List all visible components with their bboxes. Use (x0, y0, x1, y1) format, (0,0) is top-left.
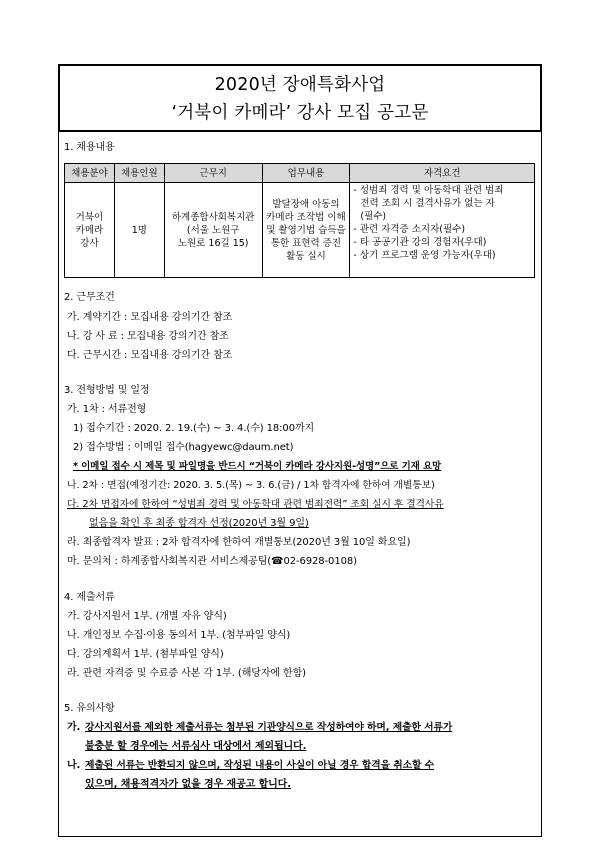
header-field: 채용분야 (65, 164, 115, 183)
qualification-line: - 상기 프로그램 운영 가능자(우대) (353, 250, 496, 261)
field-line: 강사 (80, 237, 99, 249)
section5-item2-line-2: 있으며, 채용적격자가 없을 경우 재공고 합니다. (85, 779, 291, 790)
section5-item2-line-1: 제출된 서류는 반환되지 않으며, 작성된 내용이 사실이 아닐 경우 합격을 취소할 수 (85, 760, 435, 771)
section3-email-note: * 이메일 접수 시 제목 및 파일명을 반드시 “거북이 카메라 강사지원-성명”으로 기재 요망 (73, 461, 442, 472)
header-duties: 업무내용 (262, 164, 350, 183)
location-line: 노원로 16길 15) (177, 237, 249, 249)
cell-qualifications (350, 183, 535, 278)
section4-heading: 4. 제출서류 (64, 592, 115, 603)
title-line-1: 2020년 장애특화사업 (214, 75, 386, 95)
duties-line: 카메라 조작법 이해 (266, 211, 346, 223)
location-line: 하계종합사회복지관 (171, 211, 255, 223)
qualification-line: - 성범죄 경력 및 아동학대 관련 범죄 (353, 185, 504, 196)
location-line: (서울 노원구 (186, 224, 240, 236)
section3-second-stage: 나. 2차 : 면접(예정기간: 2020. 3. 5.(목) ~ 3. 6.(금) / 1차 합격자에 한하여 개별통보) (67, 480, 435, 491)
qualification-line: - 관련 자격증 소지자(필수) (353, 224, 466, 235)
section4-item: 다. 강의계획서 1부. (첨부파일 양식) (67, 649, 224, 660)
header-qualifications: 자격요건 (350, 164, 535, 183)
section2-heading: 2. 근무조건 (64, 292, 115, 303)
table-row (65, 183, 535, 278)
title-box (58, 64, 542, 132)
section3-check-line-2: 없음을 확인 후 최종 합격자 선정(2020년 3월 9일) (89, 518, 309, 529)
section5-item1-line-2: 불충분 할 경우에는 서류심사 대상에서 제외됩니다. (85, 741, 307, 752)
section3-first-stage: 가. 1차 : 서류전형 (67, 404, 147, 415)
section4-item: 나. 개인정보 수집·이용 동의서 1부. (첨부파일 양식) (67, 630, 291, 641)
table-header-row (65, 164, 535, 183)
document-body (58, 132, 542, 837)
section2-item: 나. 강 사 료 : 모집내용 강의기간 참조 (67, 331, 229, 342)
field-line: 카메라 (75, 224, 104, 236)
duties-line: 및 촬영기법 습득을 (266, 224, 346, 236)
qualification-line: - 타 공공기관 강의 경험자(우대) (353, 237, 487, 248)
section4-item: 라. 관련 자격증 및 수료증 사본 각 1부. (해당자에 한함) (67, 668, 306, 679)
section5-item1-label: 가. (67, 722, 81, 733)
qualification-line: (필수) (360, 211, 387, 222)
section3-final: 라. 최종합격자 발표 : 2차 합격자에 한하여 개별통보(2020년 3월 10일 화요일) (67, 537, 411, 548)
cell-duties (262, 183, 350, 278)
section3-contact: 마. 문의처 : 하계종합사회복지관 서비스제공팀(☎02-6928-0108) (67, 556, 357, 567)
cell-count: 1명 (114, 183, 164, 278)
duties-line: 활동 실시 (286, 250, 326, 262)
section5-item2-label: 나. (67, 760, 81, 771)
header-location: 근무지 (164, 164, 262, 183)
header-count: 채용인원 (114, 164, 164, 183)
cell-field (65, 183, 115, 278)
section3-check-line-1: 다. 2차 면접자에 한하여 “성범죄 경력 및 아동학대 관련 범죄전력” 조회 실시 후 결격사유 (67, 499, 444, 510)
title-line-2: ‘거북이 카메라’ 강사 모집 공고문 (171, 103, 429, 123)
section2-item: 다. 근무시간 : 모집내용 강의기간 참조 (67, 350, 233, 361)
section5-item1-line-1: 강사지원서를 제외한 제출서류는 첨부된 기관양식으로 작성하여야 하며, 제출한 서류가 (85, 722, 453, 733)
cell-location (164, 183, 262, 278)
qualification-line: 전력 조회 시 결격사유가 없는 자 (360, 198, 495, 209)
section3-heading: 3. 전형방법 및 일정 (64, 385, 150, 396)
section4-item: 가. 강사지원서 1부. (개별 자유 양식) (67, 611, 227, 622)
section3-period: 1) 접수기간 : 2020. 2. 19.(수) ~ 3. 4.(수) 18:00까지 (73, 423, 315, 434)
duties-line: 통한 표현력 증진 (270, 237, 342, 249)
section5-heading: 5. 유의사항 (64, 703, 115, 714)
section1-heading: 1. 채용내용 (64, 142, 115, 153)
recruitment-table (64, 163, 535, 278)
section2-item: 가. 계약기간 : 모집내용 강의기간 참조 (67, 312, 233, 323)
duties-line: 발달장애 아동의 (272, 198, 340, 210)
field-line: 거북이 (75, 211, 104, 223)
section3-method: 2) 접수방법 : 이메일 접수(hagyewc@daum.net) (73, 442, 294, 453)
